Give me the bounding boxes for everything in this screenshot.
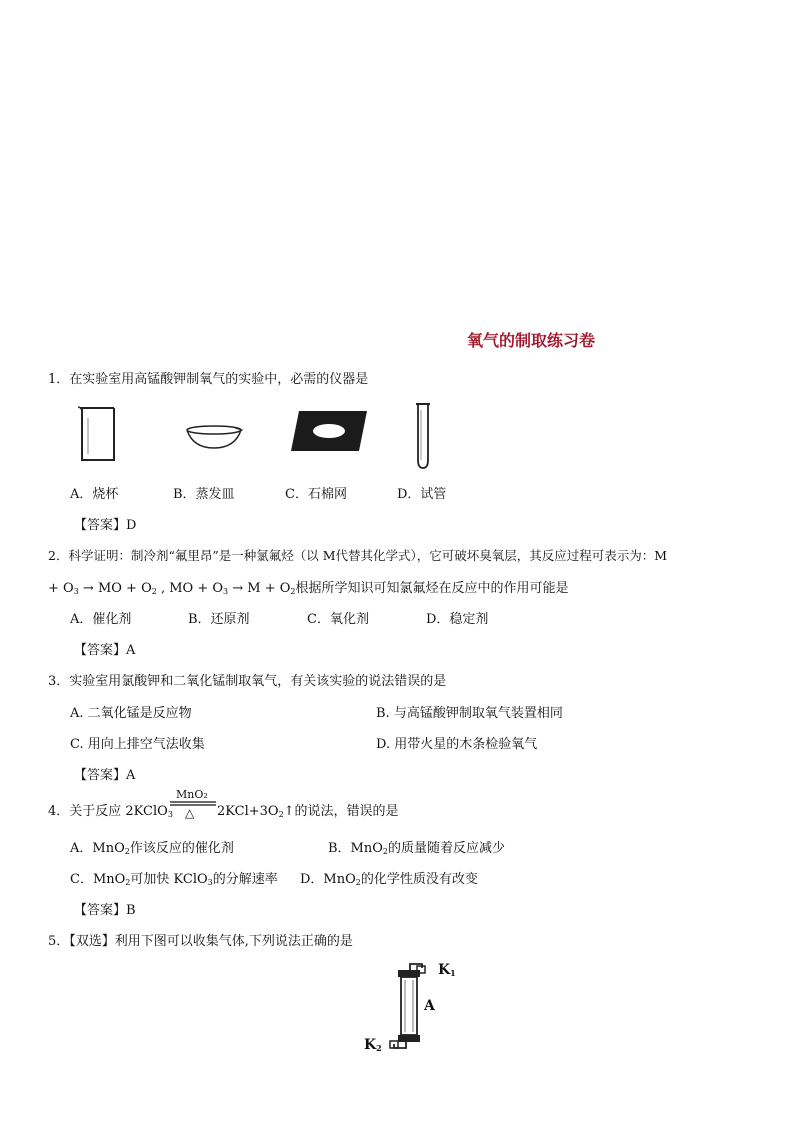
q2-option-b: B．还原剂	[188, 612, 250, 627]
q2-option-d: D．稳定剂	[426, 612, 489, 627]
q3-option-a: A. 二氧化锰是反应物	[70, 706, 192, 721]
evaporating-dish-icon	[185, 424, 243, 450]
q4-option-d: D．MnO$_2$的化学性质没有改变	[300, 872, 478, 887]
q2-stem-line1: 2．科学证明：制冷剂“氟里昂”是一种氯氟烃（以 M代替其化学式），它可破坏臭氧层，其反应过程可表示为：M	[48, 548, 668, 563]
q4-stem-prefix: 4．关于反应 2KClO$_3$	[48, 804, 173, 819]
asbestos-gauze-icon	[283, 405, 375, 457]
q1-stem: 1．在实验室用高锰酸钾制氧气的实验中，必需的仪器是	[48, 372, 369, 387]
q1-option-d: D．试管	[397, 487, 447, 502]
q3-stem: 3．实验室用氯酸钾和二氧化锰制取氧气，有关该实验的说法错误的是	[48, 674, 447, 689]
valve-k1-label: $K_1$	[438, 962, 456, 978]
q2-answer: 【答案】A	[74, 643, 136, 658]
q4-stem-rest: $2KCl+3O_2↑$的说法，错误的是	[217, 804, 399, 819]
q2-option-c: C．氧化剂	[307, 612, 369, 627]
q4-option-c: C．MnO$_2$可加快 KClO$_3$的分解速率	[70, 872, 278, 887]
q2-option-a: A．催化剂	[70, 612, 132, 627]
q1-option-b: B．蒸发皿	[173, 487, 235, 502]
q4-option-a: A．MnO$_2$作该反应的催化剂	[70, 841, 234, 856]
q4-option-b: B．MnO$_2$的质量随着反应减少	[328, 841, 506, 856]
q3-option-c: C. 用向上排空气法收集	[70, 737, 205, 752]
q1-option-c: C．石棉网	[285, 487, 347, 502]
q3-answer: 【答案】A	[74, 768, 136, 783]
beaker-icon	[76, 404, 120, 464]
q5-stem: 5．【双选】利用下图可以收集气体,下列说法正确的是	[48, 934, 353, 949]
test-tube-icon	[408, 400, 438, 472]
page-title: 氧气的制取练习卷	[467, 331, 596, 350]
valve-k2-label: $K_2$	[364, 1037, 382, 1053]
q3-option-d: D. 用带火星的木条检验氧气	[376, 737, 538, 752]
q4-heat-symbol: △	[185, 806, 195, 820]
q1-option-a: A．烧杯	[70, 487, 119, 502]
q4-answer: 【答案】B	[74, 903, 136, 918]
q1-answer: 【答案】D	[74, 518, 137, 533]
q2-stem-line2: + $O_3$ → MO + $O_2$ , MO + $O_3 \to M + O_2$根据所学知识可知氯氟烃在反应中的作用可能是	[48, 581, 569, 596]
q4-catalyst-label: MnO₂	[176, 788, 208, 801]
q3-option-b: B. 与高锰酸钾制取氧气装置相同	[376, 706, 563, 721]
tube-a-label: A	[424, 998, 435, 1014]
